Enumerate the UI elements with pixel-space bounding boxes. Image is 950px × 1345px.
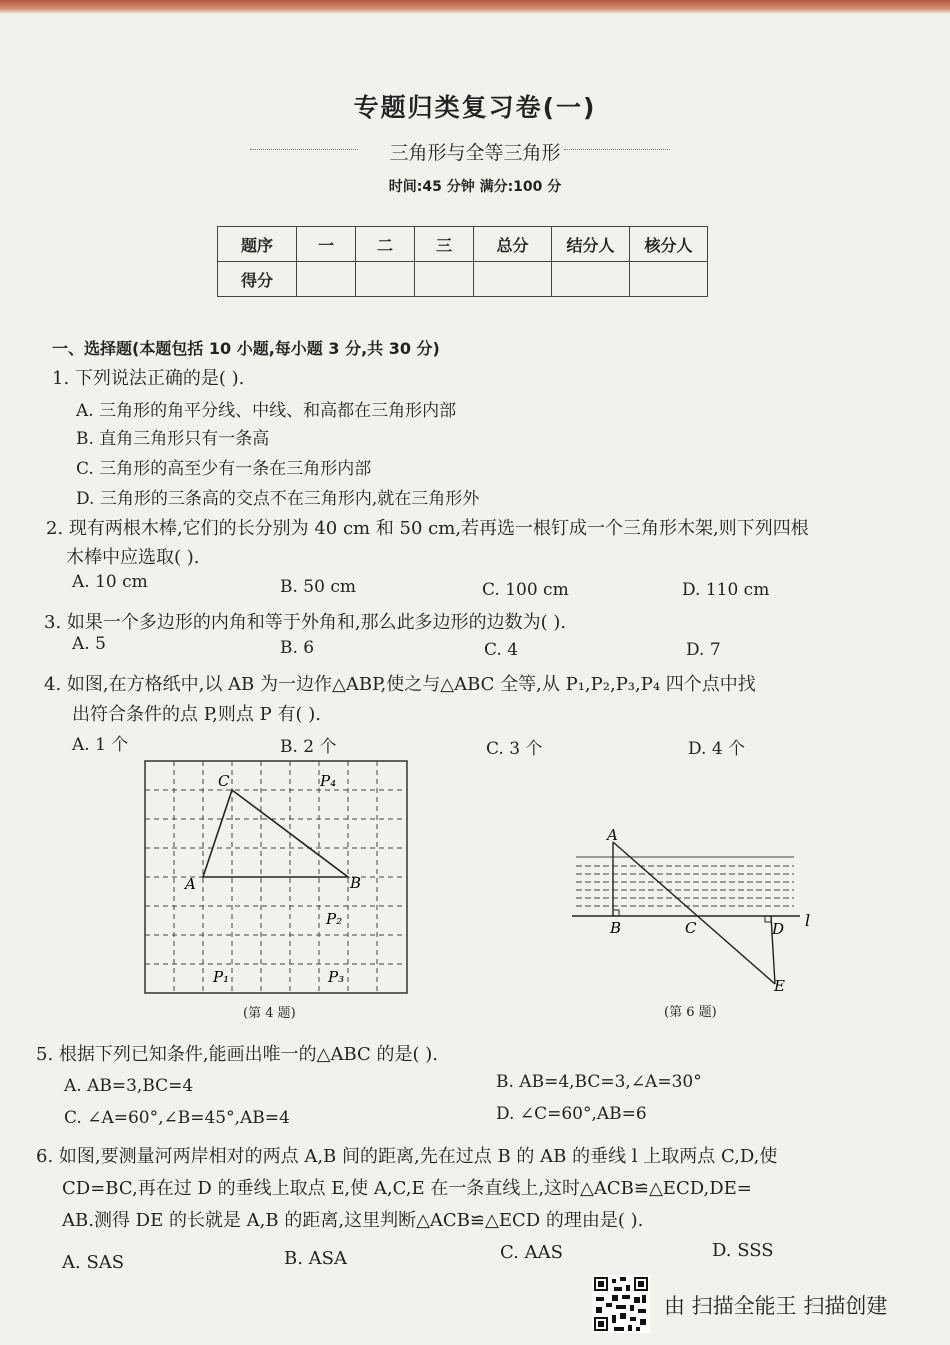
river-lines xyxy=(576,857,794,906)
question-6-option-c: C. AAS xyxy=(500,1242,563,1263)
label-p2: P₂ xyxy=(326,910,343,928)
score-table-score-row xyxy=(218,262,708,297)
label-b: B xyxy=(350,874,362,892)
page-subtitle: 三角形与全等三角形 xyxy=(389,142,561,164)
score-table xyxy=(217,226,708,297)
question-1-option-c: C. 三角形的高至少有一条在三角形内部 xyxy=(76,459,372,479)
score-cell[interactable] xyxy=(630,262,708,297)
label-d: D xyxy=(772,920,785,938)
question-5-option-a: A. AB=3,BC=4 xyxy=(64,1076,194,1096)
question-3-option-c: C. 4 xyxy=(484,640,519,660)
score-cell[interactable] xyxy=(297,262,356,297)
question-1-option-d: D. 三角形的三条高的交点不在三角形内,就在三角形外 xyxy=(76,489,480,509)
label-p4: P₄ xyxy=(320,772,337,790)
figure-6-caption: (第 6 题) xyxy=(664,1005,717,1020)
page-title: 专题归类复习卷(一) xyxy=(353,93,597,122)
question-4-option-d: D. 4 个 xyxy=(688,739,746,759)
question-2-option-d: D. 110 cm xyxy=(682,580,770,600)
score-header-cell: 一 xyxy=(297,227,356,262)
triangle-abc xyxy=(203,790,348,877)
question-3-option-b: B. 6 xyxy=(280,638,315,658)
label-c: C xyxy=(218,772,230,790)
right-angle-d xyxy=(765,916,771,922)
question-6-option-a: A. SAS xyxy=(62,1252,125,1273)
label-b: B xyxy=(610,919,622,937)
section-heading: 一、选择题(本题包括 10 小题,每小题 3 分,共 30 分) xyxy=(52,339,440,358)
question-1-option-b: B. 直角三角形只有一条高 xyxy=(76,429,270,449)
right-angle-b xyxy=(613,910,619,916)
question-4-option-c: C. 3 个 xyxy=(486,739,543,759)
score-cell[interactable] xyxy=(552,262,630,297)
question-6-option-d: D. SSS xyxy=(712,1240,774,1261)
score-header-cell: 三 xyxy=(415,227,474,262)
scanner-watermark: 由 扫描全能王 扫描创建 xyxy=(664,1294,888,1318)
figure-4-grid-diagram xyxy=(140,756,412,1000)
question-5-stem: 5. 根据下列已知条件,能画出唯一的△ABC 的是( ). xyxy=(36,1044,439,1065)
score-header-cell: 结分人 xyxy=(552,227,630,262)
segment-ae xyxy=(613,842,775,984)
question-2-stem-line2: 木棒中应选取( ). xyxy=(66,547,200,568)
question-5-option-d: D. ∠C=60°,AB=6 xyxy=(496,1104,647,1124)
question-5-option-b: B. AB=4,BC=3,∠A=30° xyxy=(496,1072,702,1092)
score-header-cell: 二 xyxy=(356,227,415,262)
question-4-stem-line2: 出符合条件的点 P,则点 P 有( ). xyxy=(72,704,321,725)
score-cell[interactable] xyxy=(474,262,552,297)
question-3-option-a: A. 5 xyxy=(72,634,106,654)
question-2-stem-line1: 2. 现有两根木棒,它们的长分别为 40 cm 和 50 cm,若再选一根钉成一个三角形木架,则下列四根 xyxy=(46,518,809,539)
question-4-option-a: A. 1 个 xyxy=(72,735,129,755)
question-6-line3: AB.测得 DE 的长就是 A,B 的距离,这里判断△ACB≌△ECD 的理由是( ). xyxy=(62,1210,644,1231)
score-header-cell: 题序 xyxy=(218,227,297,262)
question-6-line1: 6. 如图,要测量河两岸相对的两点 A,B 间的距离,先在过点 B 的 AB 的垂线 l 上取两点 C,D,使 xyxy=(36,1146,778,1167)
label-a: A xyxy=(607,826,618,844)
question-4-stem-line1: 4. 如图,在方格纸中,以 AB 为一边作△ABP,使之与△ABC 全等,从 P₁,P₂,P₃,P₄ 四个点中找 xyxy=(44,674,756,695)
question-5-option-c: C. ∠A=60°,∠B=45°,AB=4 xyxy=(64,1108,290,1128)
question-6-line2: CD=BC,再在过 D 的垂线上取点 E,使 A,C,E 在一条直线上,这时△ACB≌△ECD,DE= xyxy=(62,1178,752,1199)
label-c: C xyxy=(685,919,697,937)
question-4-option-b: B. 2 个 xyxy=(280,737,337,757)
question-2-option-b: B. 50 cm xyxy=(280,577,356,597)
dotted-rule-right xyxy=(564,149,670,150)
label-p1: P₁ xyxy=(213,968,230,986)
figure-6-river-diagram xyxy=(568,826,824,998)
question-3-stem: 3. 如果一个多边形的内角和等于外角和,那么此多边形的边数为( ). xyxy=(44,612,567,633)
question-1-stem: 1. 下列说法正确的是( ). xyxy=(52,368,245,389)
question-6-option-b: B. ASA xyxy=(284,1248,347,1269)
question-1-option-a: A. 三角形的角平分线、中线、和高都在三角形内部 xyxy=(76,401,457,421)
score-row-label: 得分 xyxy=(218,262,297,297)
label-e: E xyxy=(774,977,785,995)
label-a: A xyxy=(185,875,196,893)
score-header-cell: 核分人 xyxy=(630,227,708,262)
figure-4-caption: (第 4 题) xyxy=(243,1006,296,1021)
score-cell[interactable] xyxy=(415,262,474,297)
score-header-cell: 总分 xyxy=(474,227,552,262)
label-p3: P₃ xyxy=(328,968,345,986)
score-cell[interactable] xyxy=(356,262,415,297)
exam-meta: 时间:45 分钟 满分:100 分 xyxy=(388,179,562,195)
label-l: l xyxy=(805,911,811,930)
question-2-option-a: A. 10 cm xyxy=(72,572,148,592)
question-2-option-c: C. 100 cm xyxy=(482,580,569,600)
score-table-header-row xyxy=(218,227,708,262)
qr-code-icon xyxy=(592,1275,650,1333)
question-3-option-d: D. 7 xyxy=(686,640,721,660)
scan-top-edge xyxy=(0,0,950,14)
